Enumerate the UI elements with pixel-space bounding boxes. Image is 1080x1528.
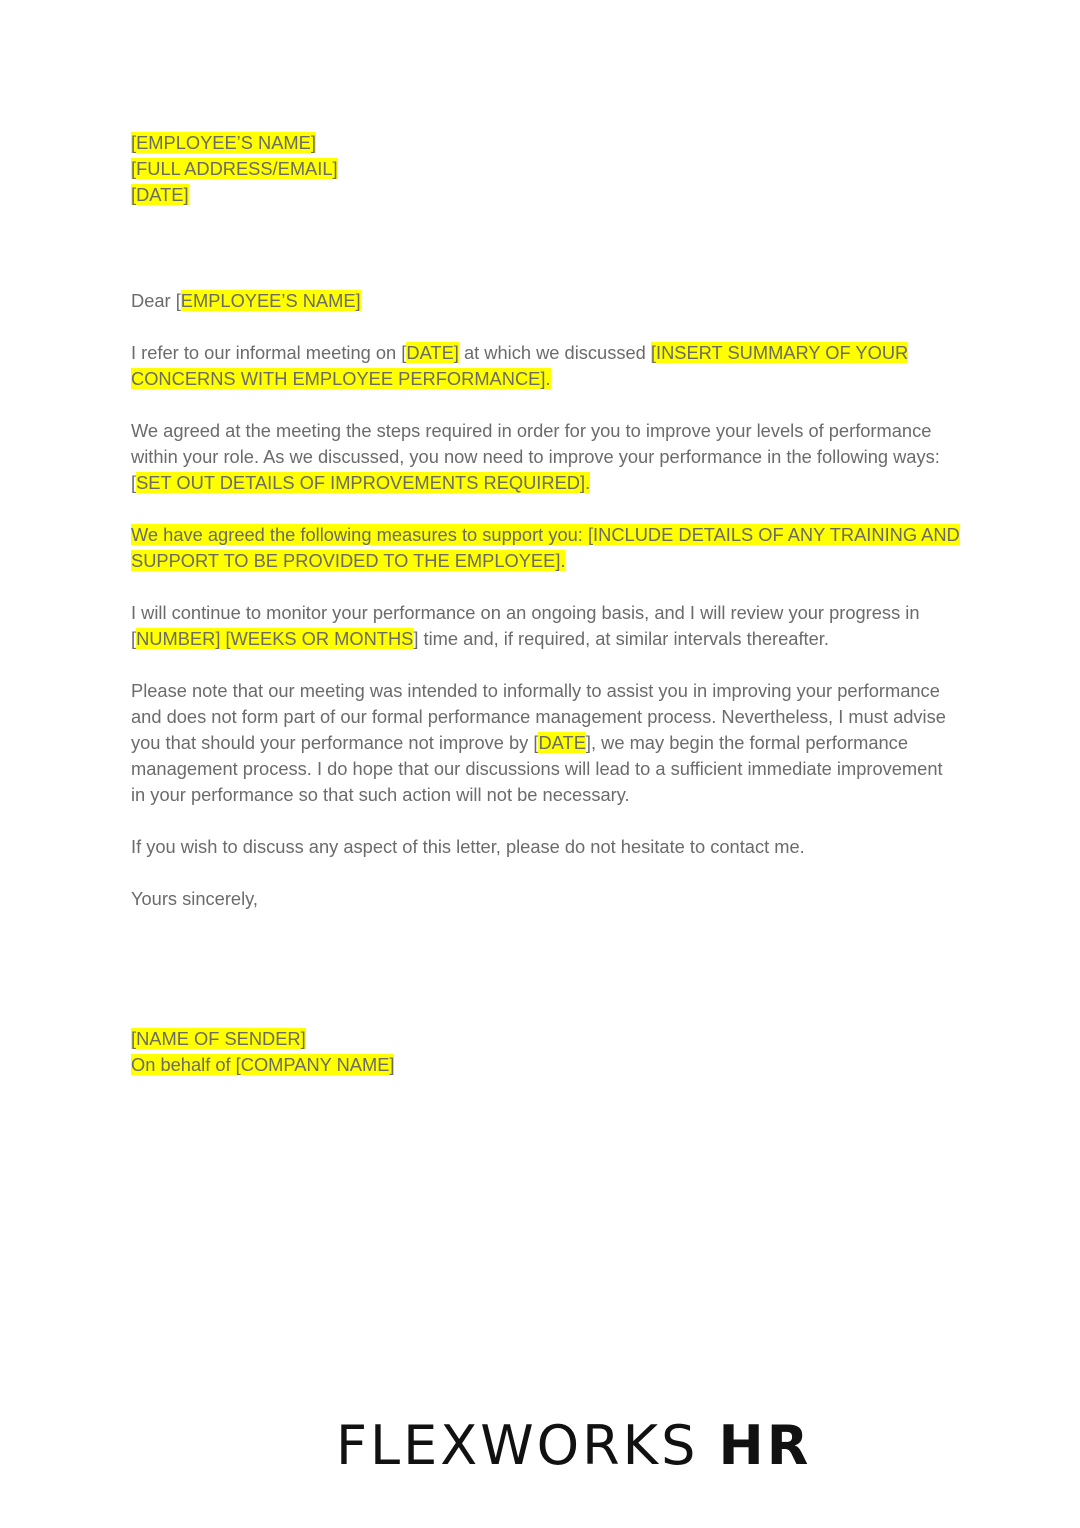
logo-wordmark: FLEXWORKS HR bbox=[336, 1414, 812, 1477]
paragraph-support bbox=[131, 522, 961, 574]
deadline-date-placeholder: DATE bbox=[538, 732, 586, 753]
meeting-date-placeholder: DATE] bbox=[406, 342, 459, 363]
review-period-placeholder: NUMBER] [WEEKS OR MONTHS bbox=[136, 628, 414, 649]
date-placeholder: [DATE] bbox=[131, 184, 189, 205]
paragraph-meeting: I refer to our informal meeting on [DATE] at which we discussed [INSERT SUMMARY OF YOUR CONCERNS WITH EMPLOYEE PERFORMANCE]. bbox=[131, 342, 909, 389]
company-name-placeholder: On behalf of [COMPANY NAME] bbox=[131, 1054, 395, 1075]
paragraph-contact: If you wish to discuss any aspect of this letter, please do not hesitate to contact me. bbox=[131, 836, 805, 857]
paragraph-improvements: We agreed at the meeting the steps required in order for you to improve your levels of performance within your role. As we discussed, you now need to improve your performance in the following ways: [SET OUT DETAILS OF IMPROVEMENTS REQUIRED]. bbox=[131, 420, 940, 493]
letter-body bbox=[131, 130, 961, 1078]
salutation-name-placeholder: EMPLOYEE’S NAME] bbox=[180, 290, 361, 311]
flexworks-logo bbox=[316, 1403, 812, 1489]
closing: Yours sincerely, bbox=[131, 888, 259, 909]
salutation: Dear [EMPLOYEE’S NAME] bbox=[131, 290, 361, 311]
paragraph-monitoring: I will continue to monitor your performance on an ongoing basis, and I will review your progress in [NUMBER] [WEEKS OR MONTHS] time and, if required, at similar intervals thereafter. bbox=[131, 602, 920, 649]
signature-block bbox=[131, 1026, 961, 1078]
paragraph-warning: Please note that our meeting was intended to informally to assist you in improving your performance and does not form part of our formal performance management process. Nevertheless, I must advise you that should your performance not improve by [DATE], we may begin the formal performance management process. I do hope that our discussions will lead to a sufficient immediate improvement in your performance so that such action will not be necessary. bbox=[131, 680, 946, 805]
address-placeholder: [FULL ADDRESS/EMAIL] bbox=[131, 158, 338, 179]
improvements-placeholder: SET OUT DETAILS OF IMPROVEMENTS REQUIRED]. bbox=[136, 472, 591, 493]
concerns-summary-placeholder: [INSERT SUMMARY OF YOUR CONCERNS WITH EMPLOYEE PERFORMANCE]. bbox=[131, 342, 909, 389]
support-measures-placeholder: We have agreed the following measures to support you: [INCLUDE DETAILS OF ANY TRAINING AND SUPPORT TO BE PROVIDED TO THE EMPLOYEE]. bbox=[131, 524, 960, 571]
signature-space bbox=[131, 938, 961, 1026]
recipient-block bbox=[131, 130, 961, 208]
employee-name-placeholder: [EMPLOYEE’S NAME] bbox=[131, 132, 316, 153]
sender-name-placeholder: [NAME OF SENDER] bbox=[131, 1028, 306, 1049]
